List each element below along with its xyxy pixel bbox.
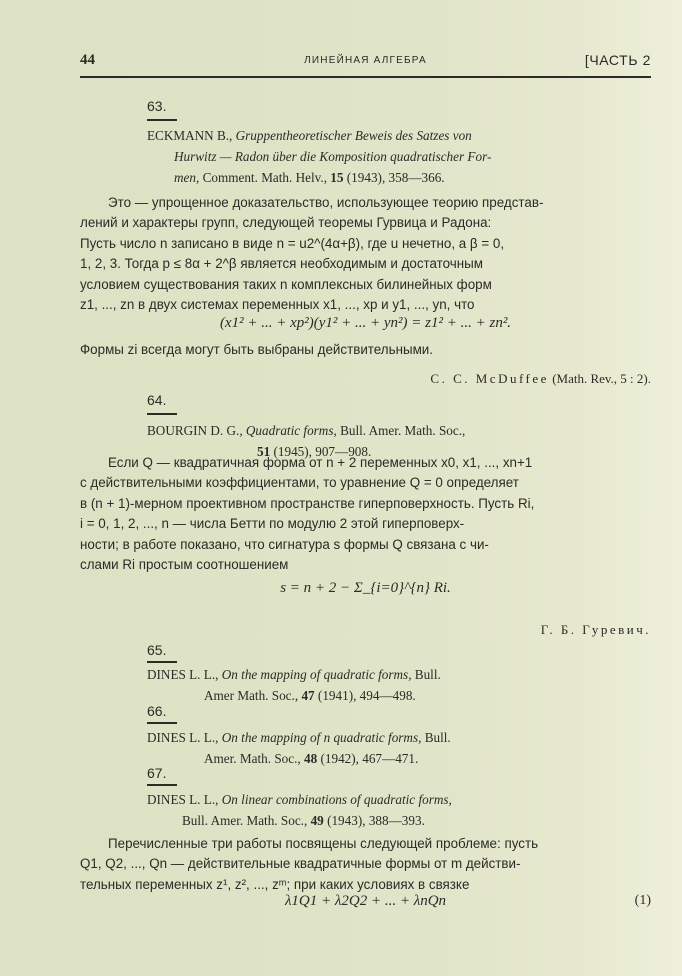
- review-source: (Math. Rev., 5 : 2).: [552, 371, 651, 386]
- abstract-67: [80, 834, 651, 895]
- ref-journal: Bull. Amer. Math. Soc.,: [182, 813, 308, 828]
- abstract-line: ности; в работе показано, что сигнатура s формы Q связана с чи-: [80, 536, 489, 552]
- ref-journal: Bull.: [414, 667, 441, 682]
- ref-year-pages: (1945), 907—908.: [273, 444, 372, 459]
- header-rule: [80, 76, 651, 78]
- abstract-63: [80, 193, 651, 315]
- abstract-line: Пусть число n записано в виде n = u2^(4α+β), где u нечетно, а β = 0,: [80, 235, 505, 251]
- ref-journal-cont: Amer Math. Soc.,: [204, 688, 299, 703]
- reviewer-64: [80, 622, 651, 638]
- equation-number: (1): [634, 893, 651, 908]
- ref-author: DINES L. L.,: [147, 667, 219, 682]
- entry-number-rule: [147, 784, 177, 786]
- entry-number-rule: [147, 722, 177, 724]
- abstract-line: слами Ri простым соотношением: [80, 557, 289, 573]
- abstract-line: Q1, Q2, ..., Qn — действительные квадратичные формы от m действи-: [80, 856, 521, 872]
- abstract-line: z1, ..., zn в двух системах переменных x1, ..., xp и y1, ..., yn, что: [80, 297, 475, 313]
- ref-title-cont: Hurwitz — Radon über die Komposition quadratischer For-: [174, 149, 492, 164]
- formula-64: s = n + 2 − Σ_{i=0}^{n} Ri.: [280, 580, 451, 596]
- abstract-line: Это — упрощенное доказательство, использующее теорию представ-: [108, 195, 544, 210]
- ref-year-pages: (1941), 494—498.: [317, 688, 416, 703]
- abstract-line: с действительными коэффициентами, то уравнение Q = 0 определяет: [80, 475, 519, 491]
- ref-journal-cont: Amer. Math. Soc.,: [204, 751, 301, 766]
- reference-67: [147, 789, 617, 831]
- reference-66: [147, 727, 617, 769]
- ref-year-pages: (1942), 467—471.: [320, 751, 419, 766]
- ref-year-pages: (1943), 388—393.: [327, 813, 425, 828]
- abstract-line: i = 0, 1, 2, ..., n — числа Бетти по модулю 2 этой гиперповерх-: [80, 516, 465, 532]
- ref-author: ECKMANN B.,: [147, 128, 233, 143]
- formula-67: λ1Q1 + λ2Q2 + ... + λnQn: [284, 893, 447, 909]
- reference-65: [147, 664, 617, 706]
- ref-author: DINES L. L.,: [147, 792, 219, 807]
- running-title: ЛИНЕЙНАЯ АЛГЕБРА: [304, 55, 427, 66]
- ref-journal: Bull.: [424, 730, 451, 745]
- entry-number-63: 63.: [147, 98, 167, 114]
- ref-volume: 49: [310, 813, 324, 828]
- entry-number-67: 67.: [147, 765, 167, 781]
- entry-number-rule: [147, 119, 177, 121]
- ref-journal: Bull. Amer. Math. Soc.,: [340, 423, 466, 438]
- ref-volume: 15: [330, 170, 344, 185]
- abstract-line: в (n + 1)-мерном проективном пространстве гиперповерхность. Пусть Ri,: [80, 495, 535, 511]
- ref-title: On the mapping of quadratic forms,: [221, 667, 412, 682]
- abstract-63-after: Формы zi всегда могут быть выбраны действительными.: [80, 342, 434, 357]
- ref-title: On linear combinations of quadratic forms,: [221, 792, 452, 807]
- ref-journal: Comment. Math. Helv.,: [202, 170, 327, 185]
- entry-number-65: 65.: [147, 642, 167, 658]
- ref-volume: 48: [304, 751, 318, 766]
- entry-number-66: 66.: [147, 703, 167, 719]
- ref-title: Gruppentheoretischer Beweis des Satzes von: [235, 128, 472, 143]
- page-number: 44: [80, 52, 95, 68]
- reviewer-name: C. C. McDuffee: [430, 371, 549, 386]
- entry-number-rule: [147, 413, 177, 415]
- ref-volume: 51: [257, 444, 271, 459]
- running-header: [80, 52, 651, 74]
- reviewer-63: [80, 371, 651, 387]
- ref-volume: 47: [301, 688, 315, 703]
- abstract-line: тельных переменных z¹, z², ..., zᵐ; при каких условиях в связке: [80, 876, 470, 892]
- abstract-line: лений и характеры групп, следующей теоремы Гурвица и Радона:: [80, 215, 492, 231]
- ref-title: Quadratic forms,: [245, 423, 337, 438]
- ref-title: On the mapping of n quadratic forms,: [221, 730, 422, 745]
- ref-title-end: men,: [174, 170, 200, 185]
- entry-number-64: 64.: [147, 392, 167, 408]
- part-label: [ЧАСТЬ 2: [584, 52, 651, 68]
- ref-author: DINES L. L.,: [147, 730, 219, 745]
- abstract-line: Если Q — квадратичная форма от n + 2 переменных x0, x1, ..., xn+1: [108, 455, 533, 470]
- abstract-line: условием существования таких n комплексных билинейных форм: [80, 276, 492, 292]
- entry-number-rule: [147, 661, 177, 663]
- abstract-line: 1, 2, 3. Тогда p ≤ 8α + 2^β является необходимым и достаточным: [80, 256, 484, 272]
- reference-63: [147, 125, 617, 188]
- ref-year-pages: (1943), 358—366.: [346, 170, 445, 185]
- abstract-64: [80, 453, 651, 575]
- formula-63: (x1² + ... + xp²)(y1² + ... + yn²) = z1² + ... + zn².: [219, 315, 512, 331]
- reviewer-name: Г. Б. Гуревич.: [540, 622, 651, 637]
- abstract-line: Перечисленные три работы посвящены следующей проблеме: пусть: [108, 836, 539, 851]
- ref-author: BOURGIN D. G.,: [147, 423, 243, 438]
